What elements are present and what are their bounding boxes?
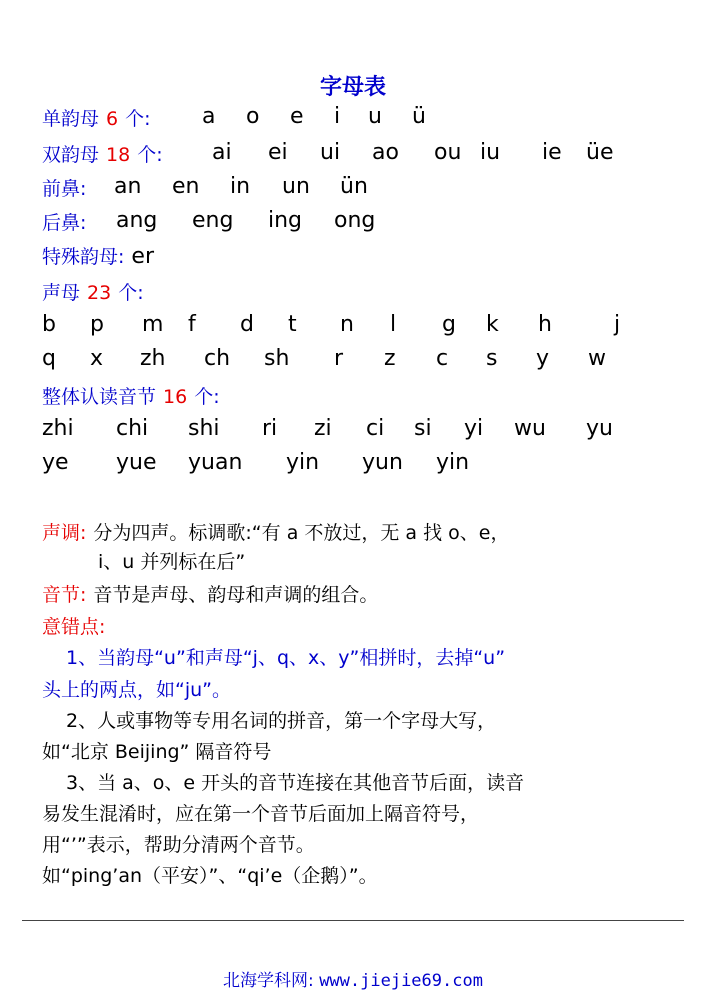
tones-label: 声调: [42,522,87,544]
note-1-line-2: 头上的两点，如“ju”。 [42,679,232,701]
letter: chi [116,416,149,441]
letter: yue [116,450,157,475]
double-vowels-count: 18 [106,144,131,166]
letter: üe [586,140,614,165]
letter: shi [188,416,220,441]
letter: un [282,174,310,199]
letter: ci [366,416,385,441]
letter: c [436,346,449,371]
letter: zh [140,346,166,371]
front-nasal-row [42,174,86,201]
whole-syllables-label: 整体认读音节 [42,386,157,408]
letter: sh [264,346,290,371]
double-vowels-row [42,140,163,167]
whole-syllables-count: 16 [163,386,188,408]
letter: n [340,312,354,337]
letter: d [240,312,254,337]
syllable-row [42,580,378,607]
special-vowel-label: 特殊韵母: [42,246,125,268]
letter: yu [586,416,613,441]
letter: j [614,312,621,337]
letter: z [384,346,396,371]
letter: ing [268,208,303,233]
back-nasal-letters [116,208,375,233]
letter: o [246,104,260,129]
tones-row [42,518,509,545]
whole-syllables-row-1 [42,416,613,441]
letter: yuan [188,450,243,475]
letter: an [114,174,142,199]
letter: ye [42,450,69,475]
footer [0,966,706,991]
note-1-line-1: 1、当韵母“u”和声母“j、q、x、y”相拼时，去掉“u” [66,647,506,669]
letter: a [202,104,216,129]
letter: wu [514,416,546,441]
letter: ie [542,140,562,165]
letter: iu [480,140,501,165]
note-3-line-1: 3、当 a、o、e 开头的音节连接在其他音节后面，读音 [66,772,525,794]
note-3-line-4: 如“ping’an（平安）”、“qi’e（企鹅）”。 [42,865,378,887]
letter: x [90,346,104,371]
letter: m [142,312,164,337]
tones-text-1: 分为四声。标调歌:“有 a 不放过，无 a 找 o、e， [93,522,510,544]
single-vowels-row [42,104,151,131]
letter: r [334,346,344,371]
letter: yun [362,450,403,475]
divider [22,920,684,921]
letter: g [442,312,456,337]
letter: ong [334,208,376,233]
initials-count: 23 [87,282,112,304]
whole-syllables-unit: 个: [194,386,220,408]
letter: ao [372,140,399,165]
front-nasal-letters [114,174,368,199]
whole-syllables-row-2 [42,450,469,475]
special-vowel-row [42,242,154,269]
single-vowels-label: 单韵母 [42,108,100,130]
double-vowels-label: 双韵母 [42,144,100,166]
letter: y [536,346,550,371]
back-nasal-label: 后鼻: [42,212,87,234]
double-vowels-letters [212,140,613,165]
single-vowels-count: 6 [106,108,119,130]
letter: p [90,312,104,337]
letter: k [486,312,499,337]
page-title: 字母表 [319,75,386,100]
notes-label: 意错点: [42,616,106,638]
letter: ch [204,346,231,371]
footer-label: 北海学科网: [223,971,314,991]
letter: in [230,174,251,199]
letter: ang [116,208,158,233]
letter: er [131,244,154,269]
note-3-line-3: 用“’”表示，帮助分清两个音节。 [42,834,315,856]
letter: f [188,312,196,337]
letter: l [390,312,397,337]
letter: yi [464,416,484,441]
letter: t [288,312,297,337]
letter: w [588,346,606,371]
letter: h [538,312,552,337]
initials-row-1 [42,312,620,337]
single-vowels-letters [202,104,426,129]
letter: i [334,104,341,129]
front-nasal-label: 前鼻: [42,178,87,200]
letter: en [172,174,200,199]
letter: ün [340,174,368,199]
footer-link[interactable]: www.jiejie69.com [319,971,483,991]
initials-row [42,278,144,305]
tones-text-2: i、u 并列标在后” [98,551,246,573]
letter: si [414,416,432,441]
back-nasal-row [42,208,86,235]
letter: ui [320,140,341,165]
double-vowels-unit: 个: [137,144,163,166]
whole-syllables-row [42,382,220,409]
letter: e [290,104,304,129]
letter: yin [286,450,320,475]
letter: b [42,312,56,337]
initials-unit: 个: [118,282,144,304]
letter: u [368,104,382,129]
initials-label: 声母 [42,282,81,304]
letter: ou [434,140,462,165]
letter: ai [212,140,232,165]
initials-row-2 [42,346,606,371]
note-2-line-1: 2、人或事物等专用名词的拼音，第一个字母大写， [66,710,497,732]
letter: ei [268,140,288,165]
syllable-label: 音节: [42,584,87,606]
letter: s [486,346,498,371]
note-3-line-2: 易发生混淆时，应在第一个音节后面加上隔音符号， [42,803,480,825]
syllable-text: 音节是声母、韵母和声调的组合。 [93,584,379,606]
note-2-line-2: 如“北京 Beijing” 隔音符号 [42,741,272,763]
letter: zhi [42,416,74,441]
letter: ü [412,104,426,129]
letter: eng [192,208,234,233]
letter: zi [314,416,332,441]
single-vowels-unit: 个: [125,108,151,130]
letter: yin [436,450,470,475]
letter: ri [262,416,278,441]
letter: q [42,346,56,371]
